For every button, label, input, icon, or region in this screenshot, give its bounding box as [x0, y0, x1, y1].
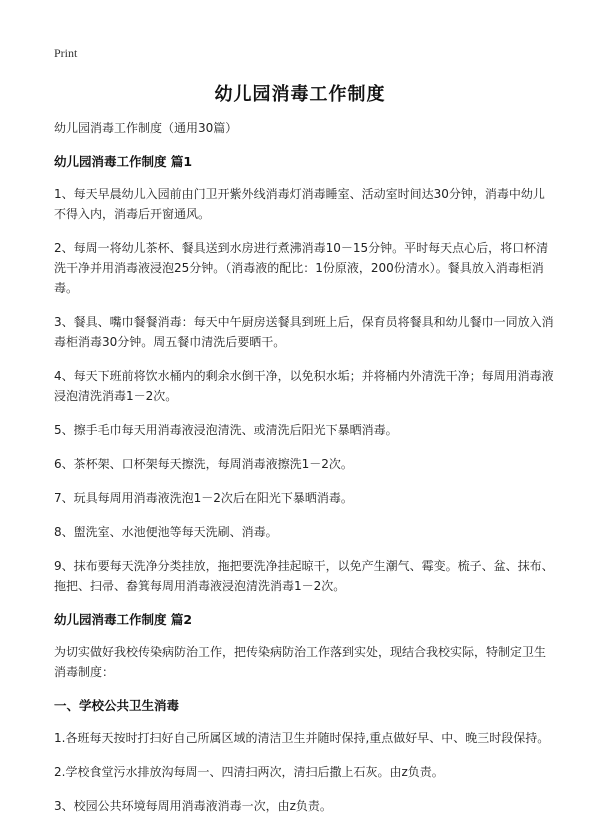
- paragraph: 为切实做好我校传染病防治工作，把传染病防治工作落到实处，现结合我校实际，特制定卫生消毒制度：: [54, 645, 547, 679]
- paragraph: 6、茶杯架、口杯架每天擦洗，每周消毒液擦洗1－2次。: [54, 457, 353, 471]
- paragraph: 2.学校食堂污水排放沟每周一、四清扫两次，清扫后撒上石灰。由z负责。: [54, 765, 444, 779]
- intro-text: 幼儿园消毒工作制度（通用30篇）: [54, 121, 238, 135]
- paragraph: 4、每天下班前将饮水桶内的剩余水倒干净，以免积水垢；并将桶内外清洗干净；每周用消毒液浸泡清洗消毒1－2次。: [54, 369, 554, 403]
- paragraph: 1.各班每天按时打扫好自己所属区域的清洁卫生并随时保持,重点做好早、中、晚三时段保持。: [54, 731, 550, 745]
- section-heading-2: 幼儿园消毒工作制度 篇2: [54, 612, 193, 627]
- paragraph: 2、每周一将幼儿茶杯、餐具送到水房进行煮沸消毒10－15分钟。平时每天点心后，将口杯清洗干净并用消毒液浸泡25分钟。（消毒液的配比：1份原液，200份清水）。餐具放入消毒柜消毒。: [54, 241, 549, 295]
- paragraph: 3、餐具、嘴巾餐餐消毒：每天中午厨房送餐具到班上后，保育员将餐具和幼儿餐巾一同放入消毒柜消毒30分钟。周五餐巾清洗后要晒干。: [54, 315, 554, 349]
- paragraph: 7、玩具每周用消毒液洗泡1－2次后在阳光下暴晒消毒。: [54, 491, 353, 505]
- paragraph: 5、擦手毛巾每天用消毒液浸泡清洗、或清洗后阳光下暴晒消毒。: [54, 423, 398, 437]
- paragraph: 1、每天早晨幼儿入园前由门卫开紫外线消毒灯消毒睡室、活动室时间达30分钟，消毒中幼儿不得入内，消毒后开窗通风。: [54, 187, 545, 221]
- section-heading-1: 幼儿园消毒工作制度 篇1: [54, 154, 193, 169]
- paragraph: 8、盥洗室、水池便池等每天洗刷、消毒。: [54, 525, 278, 539]
- print-label: Print: [54, 46, 78, 60]
- page-title: 幼儿园消毒工作制度: [214, 84, 386, 105]
- paragraph: 9、抹布要每天洗净分类挂放，拖把要洗净挂起晾干，以免产生潮气、霉变。梳子、盆、抹布、拖把、扫帚、畚箕每周用消毒液浸泡清洗消毒1－2次。: [54, 559, 554, 593]
- paragraph: 3、校园公共环境每周用消毒液消毒一次，由z负责。: [54, 799, 332, 813]
- subheading: 一、学校公共卫生消毒: [54, 698, 180, 713]
- document-body: [54, 118, 554, 830]
